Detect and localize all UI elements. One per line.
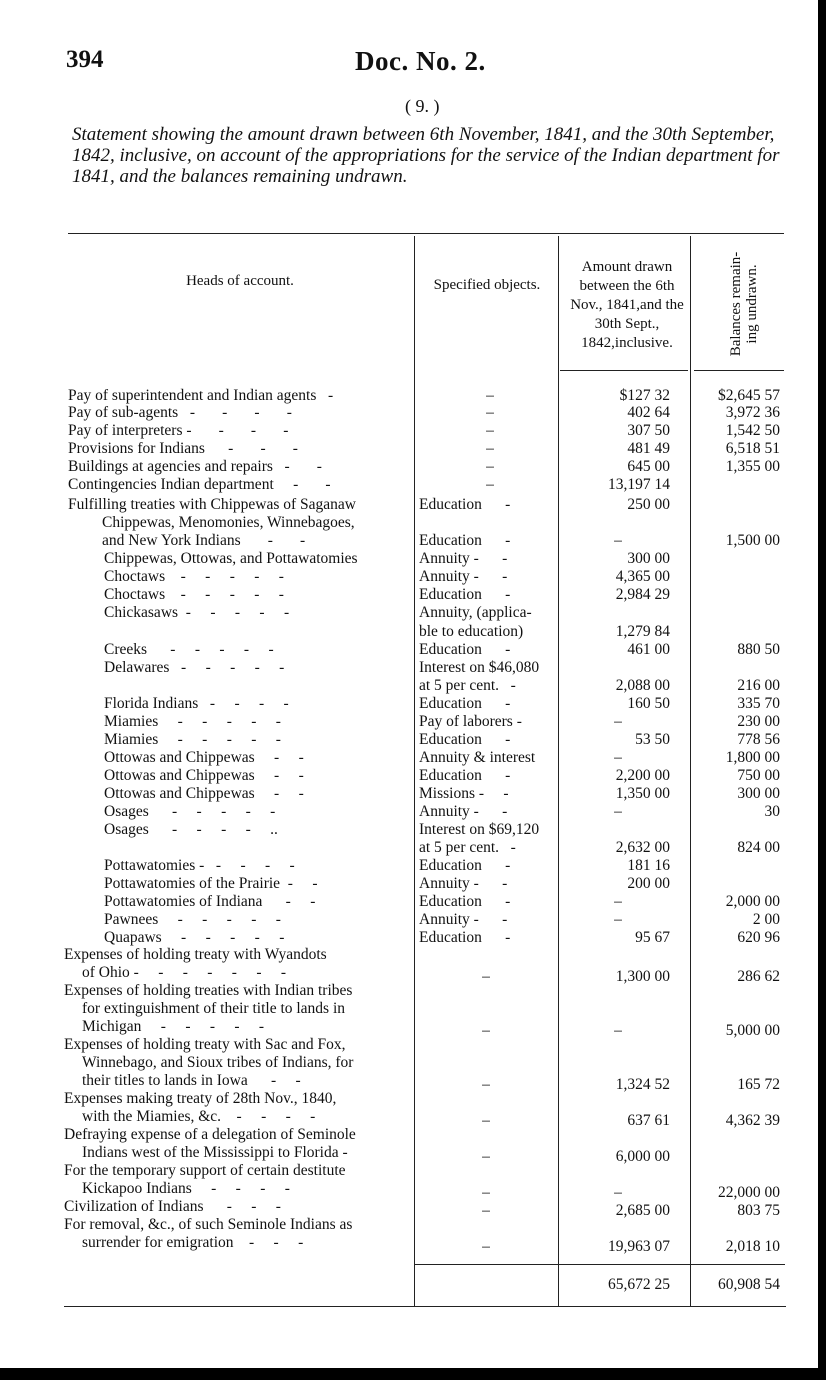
- expense-balance: 4,362 39: [725, 1112, 780, 1129]
- row-balance: 300 00: [737, 785, 780, 802]
- row-head: Provisions for Indians - - -: [68, 440, 298, 457]
- row-drawn: 645 00: [627, 458, 670, 475]
- row-object-dash: –: [486, 458, 494, 475]
- row-balance: 6,518 51: [725, 440, 780, 457]
- balances-line-2: ing undrawn.: [744, 264, 760, 344]
- row-head: Chickasaws - - - - -: [104, 604, 290, 621]
- row-drawn: 160 50: [627, 695, 670, 712]
- row-head: Pottawatomies of Indiana - -: [104, 893, 316, 910]
- row-head: Osages - - - - -: [104, 803, 276, 820]
- row-object-dash: –: [486, 387, 494, 404]
- row-object: Annuity, (applica-: [419, 604, 532, 621]
- row-head: Pottawatomies of the Prairie - -: [104, 875, 318, 892]
- row-object: Annuity - -: [419, 550, 508, 567]
- col-header-objects: Specified objects.: [433, 277, 541, 293]
- row-drawn: –: [614, 803, 622, 820]
- row-balance: 335 70: [737, 695, 780, 712]
- row-drawn: 181 16: [627, 857, 670, 874]
- row-object-dash: –: [486, 404, 494, 421]
- expense-line: surrender for emigration - - -: [82, 1234, 304, 1251]
- row-balance: 216 00: [737, 677, 780, 694]
- row-balance: 1,800 00: [725, 749, 780, 766]
- expense-drawn: –: [614, 1022, 622, 1039]
- expense-line: Expenses of holding treaty with Wyandots: [64, 946, 327, 963]
- row-balance: 778 56: [737, 731, 780, 748]
- page-number: 394: [66, 46, 104, 73]
- drawn-header-rule: [560, 370, 688, 371]
- row-object: Annuity - -: [419, 875, 508, 892]
- row-head: Contingencies Indian department - -: [68, 476, 331, 493]
- row-balance: 30: [764, 803, 780, 820]
- row-head: Quapaws - - - - -: [104, 929, 285, 946]
- row-object: Annuity - -: [419, 803, 508, 820]
- row-head: and New York Indians - -: [102, 532, 306, 549]
- expense-balance: 2,018 10: [725, 1238, 780, 1255]
- expense-drawn: 637 61: [627, 1112, 670, 1129]
- expense-drawn: 2,685 00: [615, 1202, 670, 1219]
- row-drawn: 1,279 84: [615, 623, 670, 640]
- row-object: Annuity - -: [419, 568, 508, 585]
- row-balance: 1,500 00: [725, 532, 780, 549]
- row-drawn: 461 00: [627, 641, 670, 658]
- row-head: Osages - - - - ..: [104, 821, 278, 838]
- row-object-dash: –: [486, 476, 494, 493]
- expense-line: for extinguishment of their title to lands in: [82, 1000, 346, 1017]
- row-object: Education -: [419, 893, 511, 910]
- expense-line: Expenses of holding treaties with Indian tribes: [64, 982, 353, 999]
- row-object: Annuity - -: [419, 911, 508, 928]
- row-object: Education -: [419, 586, 511, 603]
- expense-drawn: 19,963 07: [608, 1238, 670, 1255]
- row-head: Pawnees - - - - -: [104, 911, 281, 928]
- row-drawn: 13,197 14: [608, 476, 670, 493]
- column-divider-3: [690, 236, 691, 1306]
- expense-drawn: 6,000 00: [615, 1148, 670, 1165]
- row-head: Pay of sub-agents - - - -: [68, 404, 292, 421]
- row-head: Chippewas, Menomonies, Winnebagoes,: [102, 514, 355, 531]
- row-drawn: –: [614, 532, 622, 549]
- row-head: Florida Indians - - - -: [104, 695, 289, 712]
- expense-line: For the temporary support of certain destitute: [64, 1162, 346, 1179]
- row-balance: 230 00: [737, 713, 780, 730]
- row-object: at 5 per cent. -: [419, 839, 516, 856]
- row-head: Delawares - - - - -: [104, 659, 285, 676]
- row-balance: 620 96: [737, 929, 780, 946]
- row-object: Education -: [419, 496, 511, 513]
- expense-object-dash: –: [482, 1112, 490, 1129]
- expense-line: Winnebago, and Sioux tribes of Indians, for: [82, 1054, 354, 1071]
- row-object: Missions - -: [419, 785, 509, 802]
- expense-balance: 22,000 00: [718, 1184, 780, 1201]
- row-balance: 2 00: [752, 911, 780, 928]
- row-object: Education -: [419, 929, 511, 946]
- row-drawn: –: [614, 893, 622, 910]
- expense-line: of Ohio - - - - - - -: [82, 964, 287, 981]
- expense-line: Civilization of Indians - - -: [64, 1198, 281, 1215]
- row-drawn: 307 50: [627, 422, 670, 439]
- row-head: Fulfilling treaties with Chippewas of Saganaw: [68, 496, 356, 513]
- row-head: Chippewas, Ottowas, and Pottawatomies: [104, 550, 358, 567]
- expense-object-dash: –: [482, 1022, 490, 1039]
- row-object: Education -: [419, 695, 511, 712]
- expense-object-dash: –: [482, 1202, 490, 1219]
- row-drawn: 402 64: [627, 404, 670, 421]
- expense-line: their titles to lands in Iowa - -: [82, 1072, 301, 1089]
- row-head: Miamies - - - - -: [104, 731, 281, 748]
- row-balance: 824 00: [737, 839, 780, 856]
- row-head: Pottawatomies - - - - -: [104, 857, 295, 874]
- table-number: ( 9. ): [405, 96, 440, 116]
- col-header-balances: [705, 238, 783, 370]
- row-balance: 750 00: [737, 767, 780, 784]
- expense-balance: 165 72: [737, 1076, 780, 1093]
- column-divider-2: [558, 236, 559, 1306]
- row-drawn: 2,088 00: [615, 677, 670, 694]
- expense-balance: 5,000 00: [725, 1022, 780, 1039]
- row-head: Ottowas and Chippewas - -: [104, 749, 304, 766]
- row-object: Annuity & interest: [419, 749, 536, 766]
- balances-header-rule: [694, 370, 784, 371]
- row-head: Ottowas and Chippewas - -: [104, 767, 304, 784]
- expense-line: Indians west of the Mississippi to Florida -: [82, 1144, 348, 1161]
- row-object-dash: –: [486, 422, 494, 439]
- row-balance: 1,542 50: [725, 422, 780, 439]
- row-object-dash: –: [486, 440, 494, 457]
- expense-line: Expenses making treaty of 28th Nov., 1840,: [64, 1090, 337, 1107]
- expense-line: with the Miamies, &c. - - - -: [82, 1108, 316, 1125]
- doc-title: Doc. No. 2.: [355, 46, 486, 76]
- row-drawn: –: [614, 749, 622, 766]
- row-drawn: 2,632 00: [615, 839, 670, 856]
- col-header-drawn: Amount drawn between the 6th Nov., 1841,and the 30th Sept., 1842,inclusive.: [570, 259, 684, 351]
- expense-object-dash: –: [482, 1184, 490, 1201]
- row-balance: 880 50: [737, 641, 780, 658]
- row-object: Education -: [419, 532, 511, 549]
- row-object: Education -: [419, 857, 511, 874]
- row-object: Pay of laborers -: [419, 713, 522, 730]
- total-balance: 60,908 54: [718, 1276, 780, 1293]
- row-drawn: –: [614, 911, 622, 928]
- row-drawn: 300 00: [627, 550, 670, 567]
- row-balance: 2,000 00: [725, 893, 780, 910]
- row-balance: 3,972 36: [725, 404, 780, 421]
- bottom-rule: [64, 1306, 786, 1307]
- row-drawn: 4,365 00: [615, 568, 670, 585]
- expense-line: Kickapoo Indians - - - -: [82, 1180, 290, 1197]
- row-object: Education -: [419, 767, 511, 784]
- row-head: Pay of superintendent and Indian agents -: [68, 387, 334, 404]
- row-object: Interest on $46,080: [419, 659, 540, 676]
- row-drawn: 95 67: [635, 929, 670, 946]
- row-head: Ottowas and Chippewas - -: [104, 785, 304, 802]
- expense-line: Defraying expense of a delegation of Seminole: [64, 1126, 356, 1143]
- row-drawn: 200 00: [627, 875, 670, 892]
- total-drawn: 65,672 25: [608, 1276, 670, 1293]
- row-object: Education -: [419, 641, 511, 658]
- expense-line: Expenses of holding treaty with Sac and Fox,: [64, 1036, 346, 1053]
- table-caption: Statement showing the amount drawn between 6th November, 1841, and the 30th September, 1842, inclusive, on account of the appropriations for the service of the Indian department for 1841, and the balances remaining undrawn.: [72, 124, 780, 187]
- row-object: Interest on $69,120: [419, 821, 540, 838]
- row-drawn: 2,984 29: [615, 586, 670, 603]
- expense-object-dash: –: [482, 1238, 490, 1255]
- row-balance: 1,355 00: [725, 458, 780, 475]
- row-drawn: 1,350 00: [615, 785, 670, 802]
- row-head: Pay of interpreters - - - -: [68, 422, 289, 439]
- expense-line: Michigan - - - - -: [82, 1018, 265, 1035]
- expense-drawn: –: [614, 1184, 622, 1201]
- row-object: ble to education): [419, 623, 524, 640]
- row-drawn: 481 49: [627, 440, 670, 457]
- expense-line: For removal, &c., of such Seminole Indians as: [64, 1216, 353, 1233]
- row-head: Choctaws - - - - -: [104, 568, 284, 585]
- expense-drawn: 1,300 00: [615, 968, 670, 985]
- balances-line-1: Balances remain-: [728, 251, 744, 357]
- row-head: Choctaws - - - - -: [104, 586, 284, 603]
- expense-object-dash: –: [482, 968, 490, 985]
- row-object: at 5 per cent. -: [419, 677, 516, 694]
- row-drawn: 53 50: [635, 731, 670, 748]
- total-rule: [415, 1264, 785, 1265]
- col-header-heads: Heads of account.: [186, 273, 294, 289]
- row-head: Creeks - - - - -: [104, 641, 274, 658]
- row-drawn: 2,200 00: [615, 767, 670, 784]
- expense-object-dash: –: [482, 1148, 490, 1165]
- row-drawn: –: [614, 713, 622, 730]
- row-head: Buildings at agencies and repairs - -: [68, 458, 322, 475]
- row-object: Education -: [419, 731, 511, 748]
- row-balance: $2,645 57: [718, 387, 780, 404]
- expense-object-dash: –: [482, 1076, 490, 1093]
- page-edge-bottom: [0, 1368, 826, 1380]
- expense-drawn: 1,324 52: [615, 1076, 670, 1093]
- row-head: Miamies - - - - -: [104, 713, 281, 730]
- expense-balance: 803 75: [737, 1202, 780, 1219]
- row-drawn: 250 00: [627, 496, 670, 513]
- expense-balance: 286 62: [737, 968, 780, 985]
- top-rule: [68, 233, 784, 234]
- page-edge-right: [818, 0, 826, 1380]
- row-drawn: $127 32: [619, 387, 670, 404]
